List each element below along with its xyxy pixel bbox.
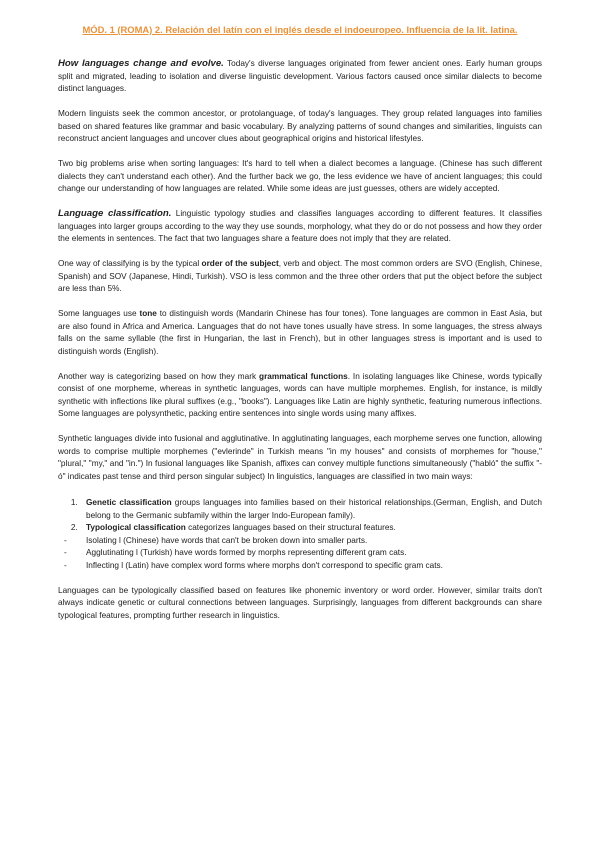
- text-run: . In isolating languages like Chinese, words typically consist of one morpheme, whereas in synthetic languages, words can have multiple morphemes. English, for instance, is mildly synthetic with inflections like plural suffixes (e.g., "books"). Languages like Latin are highly synthetic, featuring numerous inflections. Some languages are polysynthetic, packing entire sentences into single words using many affixes.: [58, 371, 542, 418]
- numbered-list: [58, 497, 542, 535]
- list-item: [80, 522, 542, 535]
- paragraph-sorting-problems: Two big problems arise when sorting languages: It's hard to tell when a dialect becomes a language. (Chinese has such different dialects they can't understand each other). And the further back we go, the less evidence we have of ancient languages; this could change our understanding of how languages are related. While some ideas are just guesses, others are widely accepted.: [58, 159, 542, 193]
- paragraph-text: Linguistic typology studies and classifies languages according to different features. It classifies languages into larger groups according to the way they use sounds, morphology, what they do or do not possess and how they order the elements in sentences. The fact that two languages share a feature does not imply that they are related.: [58, 209, 542, 243]
- paragraph-tone: [58, 308, 542, 358]
- section-title-classification: Language classification.: [58, 208, 172, 219]
- text-run: One way of classifying is by the typical: [58, 259, 202, 268]
- list-item: - Inflecting l (Latin) have complex word forms where morphs don't correspond to specific gram cats.: [58, 560, 542, 573]
- list-item: - Isolating l (Chinese) have words that can't be broken down into smaller parts.: [58, 535, 542, 548]
- text-run: , verb and object. The most common orders are SVO (English, Chinese, Spanish) and SOV (Japanese, Hindi, Turkish). VSO is less common and the three other orders that put the object before the subject are less than 5%.: [58, 259, 543, 293]
- paragraph-word-order: [58, 258, 542, 296]
- bold-term: order of the subject: [201, 259, 279, 268]
- section-title-change: How languages change and evolve.: [58, 58, 224, 69]
- bold-term: Typological classification: [86, 523, 186, 532]
- bold-term: tone: [139, 309, 157, 318]
- text-run: Another way is categorizing based on how they mark: [58, 371, 260, 381]
- text-run: categorizes languages based on their structural features.: [185, 523, 396, 532]
- paragraph-text: Today's diverse languages originated from fewer ancient ones. Early human groups split and migrated, leading to isolation and diverse linguistic development. Various factors caused once similar dialects to become distinct languages.: [58, 59, 542, 93]
- page-header: MÓD. 1 (ROMA) 2. Relación del latín con el inglés desde el indoeuropeo. Influencia de la lit. latina.: [82, 24, 518, 35]
- paragraph-classification-intro: [58, 208, 542, 246]
- paragraph-change-intro: [58, 58, 542, 96]
- list-item: [80, 497, 542, 522]
- classification-list: [58, 497, 542, 572]
- dash-list: [58, 535, 542, 573]
- document-body: [58, 58, 542, 635]
- text-run: groups languages into families based on their historical relationships.(German, English, and Dutch belong to the Germanic subfamily within the larger Indo-European family).: [86, 498, 542, 520]
- paragraph-conclusion: Languages can be typologically classified based on features like phonemic inventory or word order. However, similar traits don't always indicate genetic or cultural connections between languages. Surprisingly, languages from different backgrounds can share typological features, prompting further research in linguistics.: [58, 585, 542, 620]
- paragraph-synthetic: Synthetic languages divide into fusional and agglutinative. In agglutinating languages, each morpheme serves one function, allowing words to comprise multiple morphemes ("evlerinde" in Turkish means "in my houses" and consists of morphemes for "house," "plural," "my," and "in.") In fusional languages like Spanish, affixes can convey multiple functions simultaneously ("habló" the suffix "-ó" indicates past tense and third person singular subject) In linguistics, languages are classified in two main ways:: [58, 434, 542, 481]
- list-item: - Agglutinating l (Turkish) have words formed by morphs representing different gram cats.: [58, 547, 542, 560]
- paragraph-protolanguage: Modern linguists seek the common ancestor, or protolanguage, of today's languages. They group related languages into families based on shared features like grammar and basic vocabulary. By analyzing patterns of sound changes and similarities, linguists can reconstruct ancient languages and uncover clues about geographical origins and historical lifestyles.: [58, 109, 542, 143]
- bold-term: grammatical functions: [259, 371, 348, 381]
- text-run: Some languages use: [58, 309, 140, 318]
- paragraph-grammatical-functions: [58, 371, 542, 421]
- text-run: to distinguish words (Mandarin Chinese has four tones). Tone languages are common in East Asia, but are also found in Africa and America. Languages that do not have tones usually have stress. In some languages, the stress always falls on the same syllable (the first in Hungarian, the last in French), but in other languages stress is important and is used to distinguish words (English).: [58, 309, 542, 356]
- bold-term: Genetic classification: [86, 498, 172, 507]
